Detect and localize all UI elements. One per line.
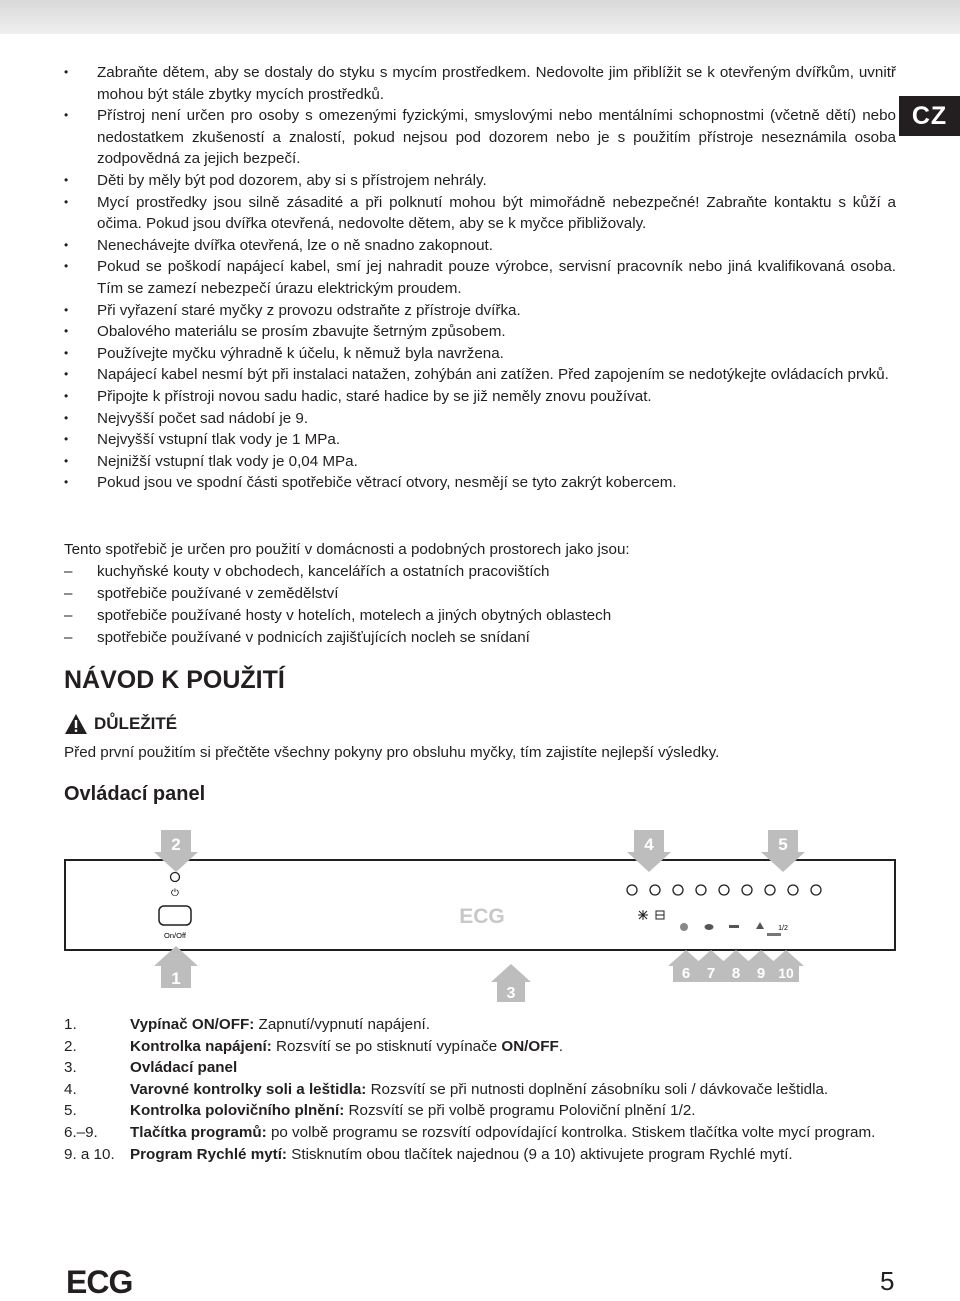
list-item: • Při vyřazení staré myčky z provozu odstraňte z přístroje dvířka. — [64, 300, 896, 322]
svg-text:7: 7 — [706, 965, 716, 982]
list-item: • Připojte k přístroji novou sadu hadic, staré hadice by se již neměly znovu používat. — [64, 386, 896, 408]
top-bar — [0, 0, 960, 34]
power-indicator-led — [171, 873, 180, 882]
list-item: – kuchyňské kouty v obchodech, kancelářích a ostatních pracovištích — [64, 561, 904, 583]
list-item: – spotřebiče používané v zemědělství — [64, 583, 904, 605]
page-number: 5 — [880, 1266, 895, 1296]
list-item: 9. a 10. Program Rychlé mytí: Stisknutím obou tlačítek najednou (9 a 10) aktivujete program Rychlé mytí. — [64, 1145, 793, 1163]
power-symbol: ⏻ — [171, 888, 179, 899]
svg-text:2: 2 — [171, 835, 181, 854]
indicator-led — [788, 885, 798, 895]
list-item: • Nejvyšší vstupní tlak vody je 1 MPa. — [64, 429, 896, 451]
svg-text:5: 5 — [778, 835, 788, 854]
list-item: • Děti by měly být pod dozorem, aby si s přístrojem nehrály. — [64, 170, 896, 192]
indicator-led — [650, 885, 660, 895]
list-item: • Přístroj není určen pro osoby s omezenými fyzickými, smyslovými nebo mentálními schopnostmi (včetně dětí) nebo nedostatkem zkušeností a znalostí, pokud nejsou pod dozorem nebo je s použitím přístroje neseznámila osoba zodpovědná za jejich bezpečí. — [64, 105, 896, 170]
footer-brand-logo: ECG — [66, 1264, 133, 1300]
svg-text:3: 3 — [506, 985, 516, 1002]
indicator-led — [765, 885, 775, 895]
important-text: Před první použitím si přečtěte všechny pokyny pro obsluhu myčky, tím zajistíte nejlepší výsledky. — [64, 744, 720, 761]
important-label: DŮLEŽITÉ — [94, 714, 178, 733]
list-item: 6.–9. Tlačítka programů: po volbě programu se rozsvítí odpovídající kontrolka. Stiskem tlačítka volte mycí program. — [64, 1123, 876, 1141]
salt-icon — [638, 910, 648, 920]
warning-icon — [64, 713, 88, 735]
list-item: • Nenechávejte dvířka otevřená, lze o ně snadno zakopnout. — [64, 235, 896, 257]
list-item: 4. Varovné kontrolky soli a leštidla: Rozsvítí se při nutnosti doplnění zásobníku soli / dávkovače leštidla. — [64, 1080, 829, 1098]
svg-text:10: 10 — [778, 965, 794, 981]
list-item: • Pokud se poškodí napájecí kabel, smí jej nahradit pouze výrobce, servisní pracovník nebo jiná kvalifikovaná osoba. Tím se zamezí nebezpečí úrazu elektrickým proudem. — [64, 256, 896, 299]
program-icon — [729, 925, 739, 928]
usage-intro: Tento spotřebič je určen pro použití v domácnosti a podobných prostorech jako jsou: — [64, 541, 630, 558]
onoff-label: On/Off — [164, 931, 186, 940]
language-badge: CZ — [899, 96, 960, 136]
onoff-button[interactable] — [159, 906, 191, 925]
svg-text:1: 1 — [171, 969, 181, 988]
svg-text:8: 8 — [731, 965, 741, 982]
usage-list — [64, 561, 904, 649]
list-item: • Napájecí kabel nesmí být při instalaci natažen, zohýbán ani zatížen. Před zapojením se nedotýkejte ovládacích prvků. — [64, 364, 896, 386]
panel-brand-logo: ECG — [459, 905, 505, 928]
list-item: 5. Kontrolka polovičního plnění: Rozsvítí se při volbě programu Poloviční plnění 1/2. — [64, 1102, 696, 1120]
safety-bullet-list — [64, 62, 896, 494]
program-icon — [680, 923, 688, 931]
panel-description-list — [64, 1014, 896, 1165]
list-item: 3. Ovládací panel — [64, 1059, 238, 1077]
important-notice — [64, 713, 177, 735]
list-item: 2. Kontrolka napájení: Rozsvítí se po stisknutí vypínače ON/OFF. — [64, 1037, 563, 1055]
indicator-led — [742, 885, 752, 895]
list-item: • Používejte myčku výhradně k účelu, k němuž byla navržena. — [64, 343, 896, 365]
list-item: – spotřebiče používané v podnicích zajišťujících nocleh se snídaní — [64, 627, 904, 649]
list-item: • Obalového materiálu se prosím zbavujte šetrným způsobem. — [64, 321, 896, 343]
callout-1 — [154, 946, 198, 988]
list-item: – spotřebiče používané hosty v hotelích, motelech a jiných obytných oblastech — [64, 605, 904, 627]
list-item: • Mycí prostředky jsou silně zásadité a při polknutí mohou být mimořádně nebezpečné! Zabraňte kontaktu s kůží a očima. Pokud jsou dvířka otevřená, nedovolte dětem, aby se k myčce přibližovaly. — [64, 192, 896, 235]
indicator-led — [811, 885, 821, 895]
indicator-led — [696, 885, 706, 895]
section-heading: NÁVOD K POUŽITÍ — [64, 666, 285, 694]
indicator-led — [627, 885, 637, 895]
half-load-label: 1/2 — [778, 925, 788, 932]
list-item: • Pokud jsou ve spodní části spotřebiče větrací otvory, nesmějí se tyto zakrýt kobercem. — [64, 472, 896, 494]
control-panel-diagram — [64, 830, 896, 1010]
indicator-led — [719, 885, 729, 895]
program-icon — [705, 924, 714, 930]
indicator-led — [673, 885, 683, 895]
callout-10 — [768, 950, 804, 982]
svg-text:9: 9 — [756, 965, 766, 982]
list-item: • Zabraňte dětem, aby se dostaly do styku s mycím prostředkem. Nedovolte jim přiblížit se k otevřeným dvířkům, uvnitř mohou být stále zbytky mycích prostředků. — [64, 62, 896, 105]
panel-heading: Ovládací panel — [64, 783, 206, 805]
svg-text:4: 4 — [644, 835, 654, 854]
list-item: • Nejnižší vstupní tlak vody je 0,04 MPa. — [64, 451, 896, 473]
list-item: • Nejvyšší počet sad nádobí je 9. — [64, 408, 896, 430]
callout-3 — [491, 964, 531, 1002]
svg-text:6: 6 — [681, 965, 691, 982]
list-item: 1. Vypínač ON/OFF: Zapnutí/vypnutí napájení. — [64, 1016, 430, 1033]
program-icon — [767, 933, 781, 936]
